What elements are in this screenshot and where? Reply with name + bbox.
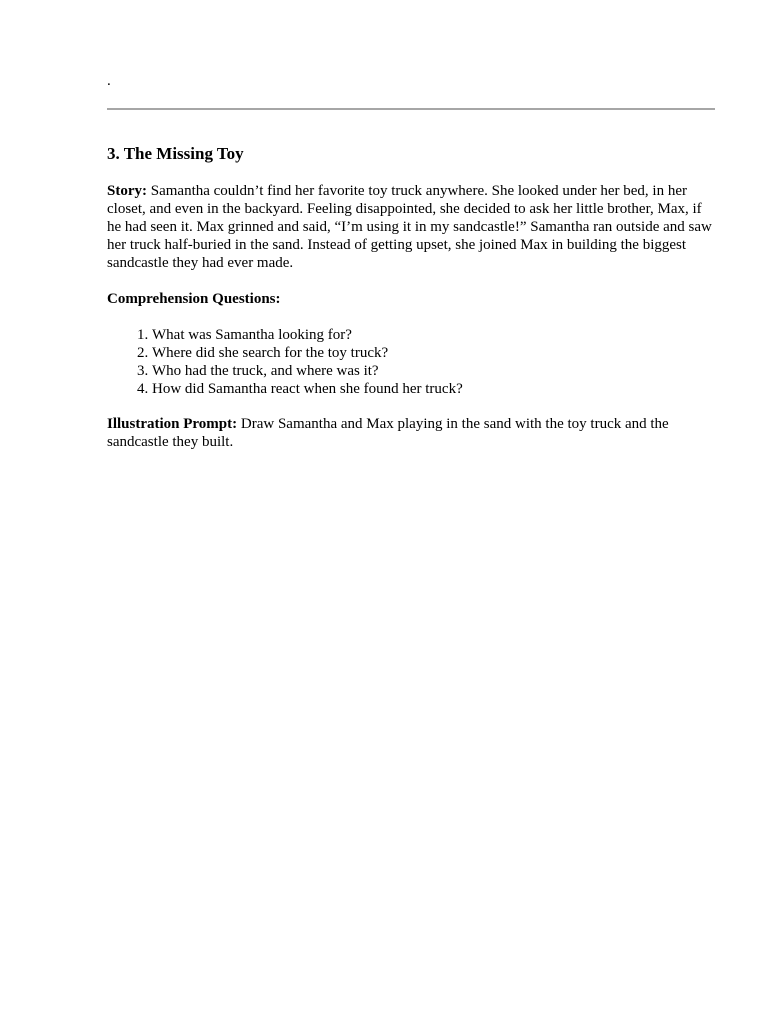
header-marker: . <box>107 73 111 89</box>
question-item: 3. Who had the truck, and where was it? <box>152 362 715 380</box>
story-section <box>107 144 715 469</box>
illustration-prompt <box>107 415 715 451</box>
questions-list <box>107 326 715 398</box>
illustration-text: Draw Samantha and Max playing in the sand with the toy truck and the sandcastle they built. <box>107 416 669 450</box>
story-label: Story: <box>107 183 147 199</box>
question-item: 2. Where did she search for the toy truck? <box>152 344 715 362</box>
illustration-label: Illustration Prompt: <box>107 416 238 432</box>
story-paragraph <box>107 182 715 272</box>
question-item: 1. What was Samantha looking for? <box>152 326 715 344</box>
question-item: 4. How did Samantha react when she found her truck? <box>152 380 715 398</box>
questions-heading-label: Comprehension Questions: <box>107 291 281 307</box>
horizontal-divider <box>107 108 715 110</box>
section-title: 3. The Missing Toy <box>107 144 244 163</box>
questions-heading <box>107 290 715 308</box>
story-text: Samantha couldn’t find her favorite toy truck anywhere. She looked under her bed, in her closet, and even in the backyard. Feeling disappointed, she decided to ask her little brother, Max, if he had seen it. Max grinned and said, “I’m using it in my sandcastle!” Samantha ran outside and saw her truck half-buried in the sand. Instead of getting upset, she joined Max in building the biggest sandcastle they had ever made. <box>107 183 712 271</box>
